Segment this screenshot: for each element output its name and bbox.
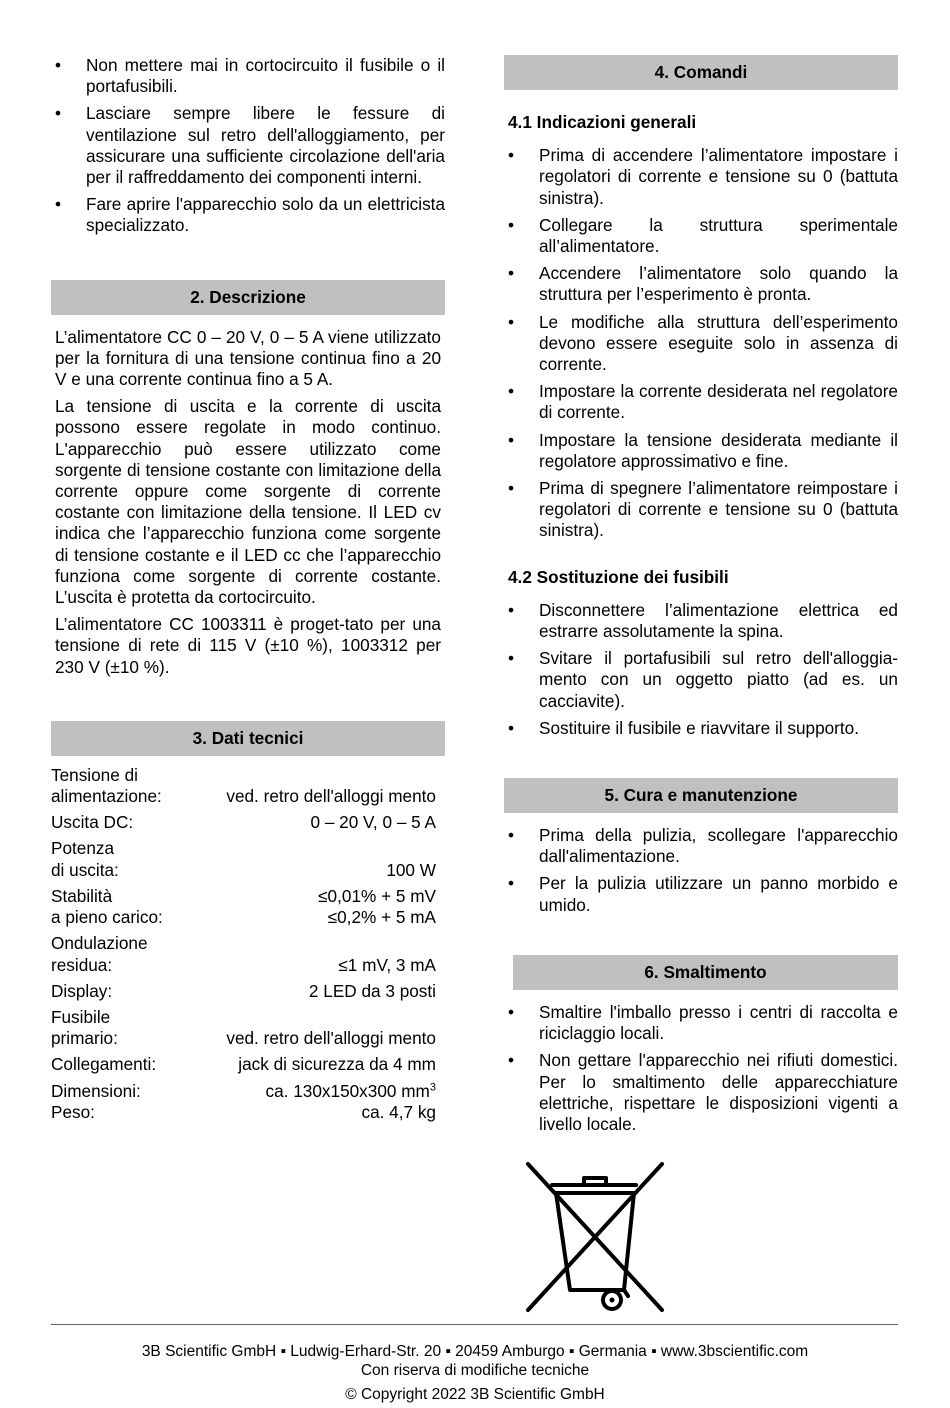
list-item: • Accendere l’alimentatore solo quando la struttura per l’esperimento è pronta. xyxy=(504,263,898,305)
list-item: • Prima di spegnere l’alimentatore reimpostare i regolatori di corrente e tensione su 0 (battuta sinistra). xyxy=(504,478,898,542)
list-item: • Lasciare sempre libere le fessure di ventilazione sul retro dell'alloggiamento, per assicurare una sufficiente circolazione dell'aria per il raffreddamento dei componenti interni. xyxy=(51,103,445,188)
table-row xyxy=(51,765,445,807)
technical-data-table xyxy=(51,765,445,1123)
disposal-list xyxy=(504,1002,898,1135)
spec-label: Collegamenti: xyxy=(51,1054,157,1075)
list-item: • Prima di accendere l’alimentatore impostare i regolatori di corrente e tensione su 0 (battuta sinistra). xyxy=(504,145,898,209)
table-row xyxy=(51,1081,445,1123)
spec-label: primario: xyxy=(51,1028,118,1049)
superscript: 3 xyxy=(429,1080,436,1093)
footer-address: 3B Scientific GmbH ▪ Ludwig-Erhard-Str. 20 ▪ 20459 Amburgo ▪ Germania ▪ www.3bscientific.com xyxy=(141,1343,809,1360)
spec-label: residua: xyxy=(51,954,113,975)
footer-divider xyxy=(51,1324,898,1325)
spec-value: jack di sicurezza da 4 mm xyxy=(238,1054,436,1075)
list-item: • Impostare la tensione desiderata mediante il regolatore approssimativo e fine. xyxy=(504,430,898,472)
spec-value: ≤1 mV, 3 mA xyxy=(338,954,436,975)
table-row xyxy=(51,1054,445,1075)
list-item: • Le modifiche alla struttura dell’esperimento devono essere eseguite solo in assenza di corrente. xyxy=(504,312,898,376)
spec-label: Peso: xyxy=(51,1101,95,1122)
list-item: • Per la pulizia utilizzare un panno morbido e umido. xyxy=(504,873,898,915)
table-row xyxy=(51,886,445,928)
spec-label: Stabilità xyxy=(51,885,113,906)
spec-label: Ondulazione xyxy=(51,933,148,954)
table-row xyxy=(51,981,445,1002)
spec-value: ved. retro dell'alloggi mento xyxy=(226,786,436,807)
list-item: • Impostare la corrente desiderata nel regolatore di corrente. xyxy=(504,381,898,423)
subsection-title: 4.2 Sostituzione dei fusibili xyxy=(508,566,729,587)
safety-list xyxy=(51,55,445,237)
spec-label: Uscita DC: xyxy=(51,812,134,833)
section-header-disposal: 6. Smaltimento xyxy=(513,955,898,990)
list-item: • Collegare la struttura sperimentale all’alimentatore. xyxy=(504,215,898,257)
maintenance-list xyxy=(504,825,898,916)
table-row xyxy=(51,838,445,880)
table-row xyxy=(51,933,445,975)
list-item: • Non gettare l'apparecchio nei rifiuti domestici. Per lo smaltimento delle apparecchiature elettriche, rispettare le disposizioni vigenti a livello locale. xyxy=(504,1050,898,1135)
list-item: • Non mettere mai in cortocircuito il fusibile o il portafusibili. xyxy=(51,55,445,97)
spec-value: ved. retro dell'alloggi mento xyxy=(226,1028,436,1049)
list-item: • Prima della pulizia, scollegare l'apparecchio dall'alimentazione. xyxy=(504,825,898,867)
description-paragraph: La tensione di uscita e la corrente di uscita possono essere regolate in modo continuo. L'apparecchio può essere utilizzato come sorgente di tensione costante con limitazione della corrente oppure come sorgente di corrente costante con limitazione della tensione. Il LED cv indica che l’apparecchio funziona come sorgente di tensione costante e il LED cc che l’apparecchio funziona come sorgente di corrente costante. L’uscita è protetta da cortocircuito. xyxy=(55,396,441,608)
footer-note: Con riserva di modifiche tecniche xyxy=(360,1362,590,1379)
list-item: • Disconnettere l’alimentazione elettrica ed estrarre assolutamente la spina. xyxy=(504,600,898,642)
list-item: • Fare aprire l'apparecchio solo da un elettricista specializzato. xyxy=(51,194,445,236)
right-column xyxy=(504,55,898,1141)
section-header-controls: 4. Comandi xyxy=(504,55,898,90)
list-item: • Svitare il portafusibili sul retro dell'alloggia-mento con un oggetto piatto (ad es. un cacciavite). xyxy=(504,648,898,712)
spec-label: Potenza xyxy=(51,838,115,859)
spec-value: 0 – 20 V, 0 – 5 A xyxy=(310,812,436,833)
spec-label: Tensione di xyxy=(51,764,138,785)
spec-label: di uscita: xyxy=(51,859,119,880)
section-header-technical-data: 3. Dati tecnici xyxy=(51,721,445,756)
spec-value: 2 LED da 3 posti xyxy=(308,980,436,1001)
spec-label: a pieno carico: xyxy=(51,907,163,928)
description-paragraph: L’alimentatore CC 1003311 è proget-tato per una tensione di rete di 115 V (±10 %), 1003312 per 230 V (±10 %). xyxy=(55,614,441,677)
spec-value: ca. 4,7 kg xyxy=(361,1101,436,1122)
section-header-description: 2. Descrizione xyxy=(51,280,445,315)
description-paragraph: L’alimentatore CC 0 – 20 V, 0 – 5 A viene utilizzato per la fornitura di una tensione continua fino a 20 V e una corrente continua fino a 5 A. xyxy=(55,326,441,390)
spec-value: 100 W xyxy=(386,859,436,880)
general-instructions-list xyxy=(504,145,898,541)
spec-value: ≤0,2% + 5 mA xyxy=(327,907,436,928)
section-header-maintenance: 5. Cura e manutenzione xyxy=(504,778,898,813)
spec-label: Display: xyxy=(51,980,113,1001)
spec-label: alimentazione: xyxy=(51,786,162,807)
footer-copyright: © Copyright 2022 3B Scientific GmbH xyxy=(345,1386,605,1403)
table-row xyxy=(51,1007,445,1049)
left-column xyxy=(51,55,445,1128)
spec-value: ca. 130x150x300 mm xyxy=(265,1080,430,1101)
spec-value: ≤0,01% + 5 mV xyxy=(318,885,436,906)
spec-label: Dimensioni: xyxy=(51,1080,141,1101)
table-row xyxy=(51,812,445,833)
list-item: • Sostituire il fusibile e riavvitare il supporto. xyxy=(504,718,898,739)
fuse-replacement-list xyxy=(504,600,898,739)
crossed-out-wheelie-bin-icon xyxy=(524,1158,666,1316)
spec-label: Fusibile xyxy=(51,1006,111,1027)
list-item: • Smaltire l'imballo presso i centri di raccolta e riciclaggio locali. xyxy=(504,1002,898,1044)
subsection-title: 4.1 Indicazioni generali xyxy=(508,112,697,132)
